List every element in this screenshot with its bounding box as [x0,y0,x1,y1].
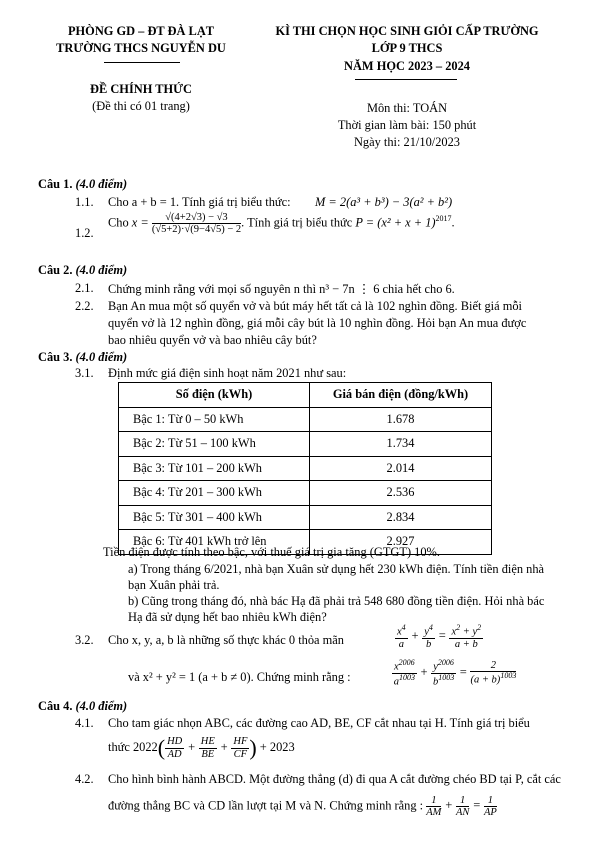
q2-2-line3: bao nhiêu quyển vở và bao nhiêu cây bút? [108,333,317,347]
q3-1b-line1: b) Cũng trong tháng đó, nhà bác Hạ đã phải trả 548 680 đồng tiền điện. Hỏi nhà bác [128,594,545,608]
q2-2-line1: Bạn An mua một số quyển vở và bút máy hết tất cả là 102 nghìn đồng. Biết giá mỗi [108,299,523,313]
question-4-heading: Câu 4. (4.0 điểm) [38,699,128,713]
q1-1-number: 1.1. [75,195,94,209]
q1-2-number: 1.2. [75,226,94,240]
table-row [119,407,492,432]
q3-2-conclusion: $\frac{x^{2006}}{a^{1003}}$ + $\frac{y^{2006}}{b^{1003}}$ = $\frac{2}{(a + b)^{1003}}$ [393,658,517,688]
q2-2-number: 2.2. [75,299,94,313]
q4-2-line2: đường thẳng BC và CD lần lượt tại M và N. Chứng minh rằng : $\frac{1}{AM}$ + $\frac{1}{AN}$ = $\frac{1}{AP}$ [108,795,497,819]
tier-label: Bậc 3: Từ 101 – 200 kWh [119,456,310,481]
q3-1b-line2: Hạ đã sử dụng hết bao nhiêu kWh điện? [128,610,327,624]
header-underline-left [104,62,180,63]
question-3-heading: Câu 3. (4.0 điểm) [38,350,128,364]
tier-price: 1.678 [310,407,492,432]
table-row [119,456,492,481]
table-header-price: Giá bán điện (đồng/kWh) [310,383,492,408]
q3-1-number: 3.1. [75,366,94,380]
q1-2-line: Cho x = $\frac{√(4+2√3) - √3}{(√5+2)\cdot√(9-4√5) - 2}$ . Tính giá trị biểu thức $P = (x^2 + x + 1)^{2017}$. [108,212,455,236]
tier-price: 2.536 [310,481,492,506]
q3-2-text: Cho x, y, a, b là những số thực khác 0 thỏa mãn [108,633,344,647]
tier-label: Bậc 6: Từ 401 kWh trở lên [119,530,310,555]
q2-1-number: 2.1. [75,281,94,295]
exam-date: Ngày thi: 21/10/2023 [353,135,460,149]
q4-1-line1: Cho tam giác nhọn ABC, các đường cao AD, BE, CF cắt nhau tại H. Tính giá trị biểu [108,716,530,730]
q1-2-fraction: $\frac{√(4+2√3) - √3}{(√5+2)\cdot√(9-4√5) - 2}$ [151,212,242,236]
q4-1-line2: thức 2022( $\frac{HD}{AD}$ + $\frac{HE}{BE}$ + $\frac{HF}{CF}$ ) + 2023 [108,735,295,760]
tier-price: 2.927 [310,530,492,555]
question-1-heading: Câu 1. (4.0 điểm) [38,177,128,191]
q1-1-expression: M = 2(a³ + b³) − 3(a² + b²) [315,195,453,209]
duration: Thời gian làm bài: 150 phút [337,118,477,132]
tier-label: Bậc 2: Từ 51 – 100 kWh [119,432,310,457]
q4-1-number: 4.1. [75,716,94,730]
q3-1-note: Tiền điện được tính theo bậc, với thuế giá trị gia tăng (GTGT) 10%. [103,545,440,559]
tier-price: 2.014 [310,456,492,481]
department-name: PHÒNG GD – ĐT ĐÀ LẠT [67,24,215,38]
q1-1-text: Cho a + b = 1. Tính giá trị biểu thức: [108,195,291,209]
school-year: NĂM HỌC 2023 – 2024 [344,59,470,73]
q4-2-line1: Cho hình bình hành ABCD. Một đường thẳng (d) đi qua A cắt đường chéo BD tại P, cắt các [108,772,561,786]
tier-label: Bậc 5: Từ 301 – 400 kWh [119,505,310,530]
electricity-price-table [118,382,492,555]
tier-price: 2.834 [310,505,492,530]
tier-price: 1.734 [310,432,492,457]
q2-2-line2: quyển vở là 12 nghìn đồng, giá mỗi cây bút là 10 nghìn đồng. Hỏi bạn An mua được [108,316,527,330]
header-underline-right [355,79,457,80]
q3-2-number: 3.2. [75,633,94,647]
tier-label: Bậc 4: Từ 201 – 300 kWh [119,481,310,506]
exam-grade: LỚP 9 THCS [371,41,443,55]
official-label: ĐỀ CHÍNH THỨC [90,82,192,96]
q4-2-number: 4.2. [75,772,94,786]
subject: Môn thi: TOÁN [366,101,448,115]
exam-title: KÌ THI CHỌN HỌC SINH GIỎI CẤP TRƯỜNG [275,24,539,38]
school-name: TRƯỜNG THCS NGUYỄN DU [56,41,226,55]
tier-label: Bậc 1: Từ 0 – 50 kWh [119,407,310,432]
question-2-heading: Câu 2. (4.0 điểm) [38,263,128,277]
table-header-usage: Số điện (kWh) [119,383,310,408]
table-row [119,432,492,457]
q3-1a-line1: a) Trong tháng 6/2021, nhà bạn Xuân sử dụng hết 230 kWh điện. Tính tiền điện nhà [128,562,545,576]
q3-2-line2: và x² + y² = 1 (a + b ≠ 0). Chứng minh rằng : [128,670,351,684]
table-row [119,481,492,506]
q3-2-condition: $\frac{x^4}{a}$ + $\frac{y^4}{b}$ = $\frac{x^2 + y^2}{a + b}$ [397,623,482,650]
q3-1-text: Định mức giá điện sinh hoạt năm 2021 như sau: [108,366,347,380]
table-header-row [119,383,492,408]
page-count: (Đề thi có 01 trang) [92,99,190,113]
q3-1a-line2: bạn Xuân phải trả. [128,578,220,592]
q2-1-text: Chứng minh rằng với mọi số nguyên n thì n³ − 7n ⋮ 6 chia hết cho 6. [108,282,455,296]
table-row [119,505,492,530]
